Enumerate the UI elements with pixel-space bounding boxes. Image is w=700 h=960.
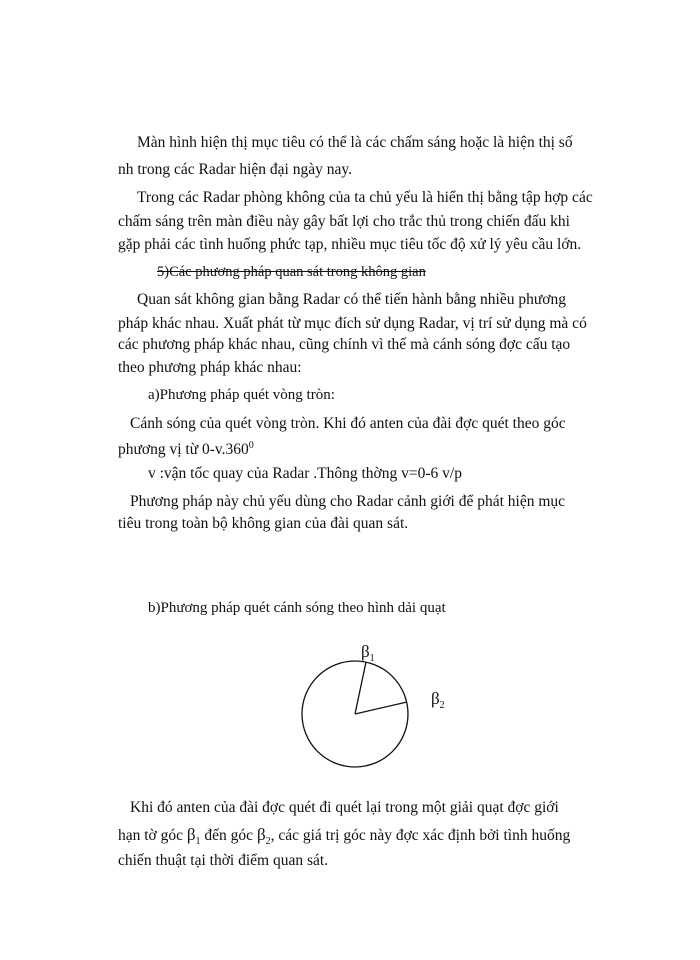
para7-line2-part3: , các giá trị góc này đợc xác định bởi tình huống [270, 827, 571, 844]
para2-line2: chấm sáng trên màn điều này gây bất lợi cho trắc thủ trong chiến đấu khi [118, 213, 570, 230]
para2-line3: gặp phải các tình huống phức tạp, nhiều mục tiêu tốc độ xử lý yêu cầu lớn. [118, 236, 582, 253]
subheading-a: a)Phương pháp quét vòng tròn: [148, 387, 335, 403]
section-heading-5: 5)Các phương pháp quan sát trong không gian [157, 264, 426, 280]
beta1-subscript: 1 [195, 836, 201, 848]
para6-line1: Phương pháp này chủ yếu dùng cho Radar cảnh giới để phát hiện mục [130, 493, 566, 510]
para4-line1: Cánh sóng của quét vòng tròn. Khi đó anten của đài đợc quét theo góc [130, 415, 566, 432]
fan-scan-diagram [290, 635, 470, 785]
beta-symbol: β [256, 825, 266, 844]
para5: v :vận tốc quay của Radar .Thông thờng v=0-6 v/p [148, 465, 462, 482]
para2-line1: Trong các Radar phòng không của ta chủ yếu là hiển thị bằng tập hợp các [137, 189, 593, 206]
para3-line1: Quan sát không gian bằng Radar có thể tiến hành bằng nhiều phương [137, 291, 566, 308]
beta2-subscript: 2 [265, 836, 271, 848]
para4-line2 [118, 436, 254, 460]
beta1-ray [355, 662, 366, 714]
para3-line4: theo phương pháp khác nhau: [118, 359, 302, 376]
para7-line1: Khi đó anten của đài đợc quét đi quét lại trong một giải quạt đợc giới [130, 799, 559, 816]
beta2-label: $\beta_2$ [431, 689, 445, 711]
para3-line3: các phương pháp khác nhau, cũng chính vì thế mà cánh sóng đợc cấu tạo [118, 336, 571, 353]
beta1-label: $\beta_1$ [361, 642, 375, 664]
para1-line2: nh trong các Radar hiện đại ngày nay. [118, 161, 352, 178]
para4-line2-text: phương vị từ 0-v.360 [118, 441, 249, 459]
para7-line2 [118, 825, 570, 852]
beta2-ray [355, 702, 407, 714]
para1-line1: Màn hình hiện thị mục tiêu có thể là các chấm sáng hoặc là hiện thị số [137, 134, 573, 151]
degree-superscript: 0 [248, 440, 254, 451]
para3-line2: pháp khác nhau. Xuất phát từ mục đích sử dụng Radar, vị trí sử dụng mà có [118, 315, 587, 332]
beta-symbol: β [186, 825, 196, 844]
subheading-b: b)Phương pháp quét cánh sóng theo hình dải quạt [148, 600, 446, 616]
para7-line3: chiến thuật tại thời điểm quan sát. [118, 852, 329, 869]
para6-line2: tiêu trong toàn bộ không gian của đài quan sát. [118, 515, 409, 532]
para7-line2-part1: hạn tờ góc [118, 827, 187, 844]
para7-line2-part2: đến góc [200, 827, 257, 844]
